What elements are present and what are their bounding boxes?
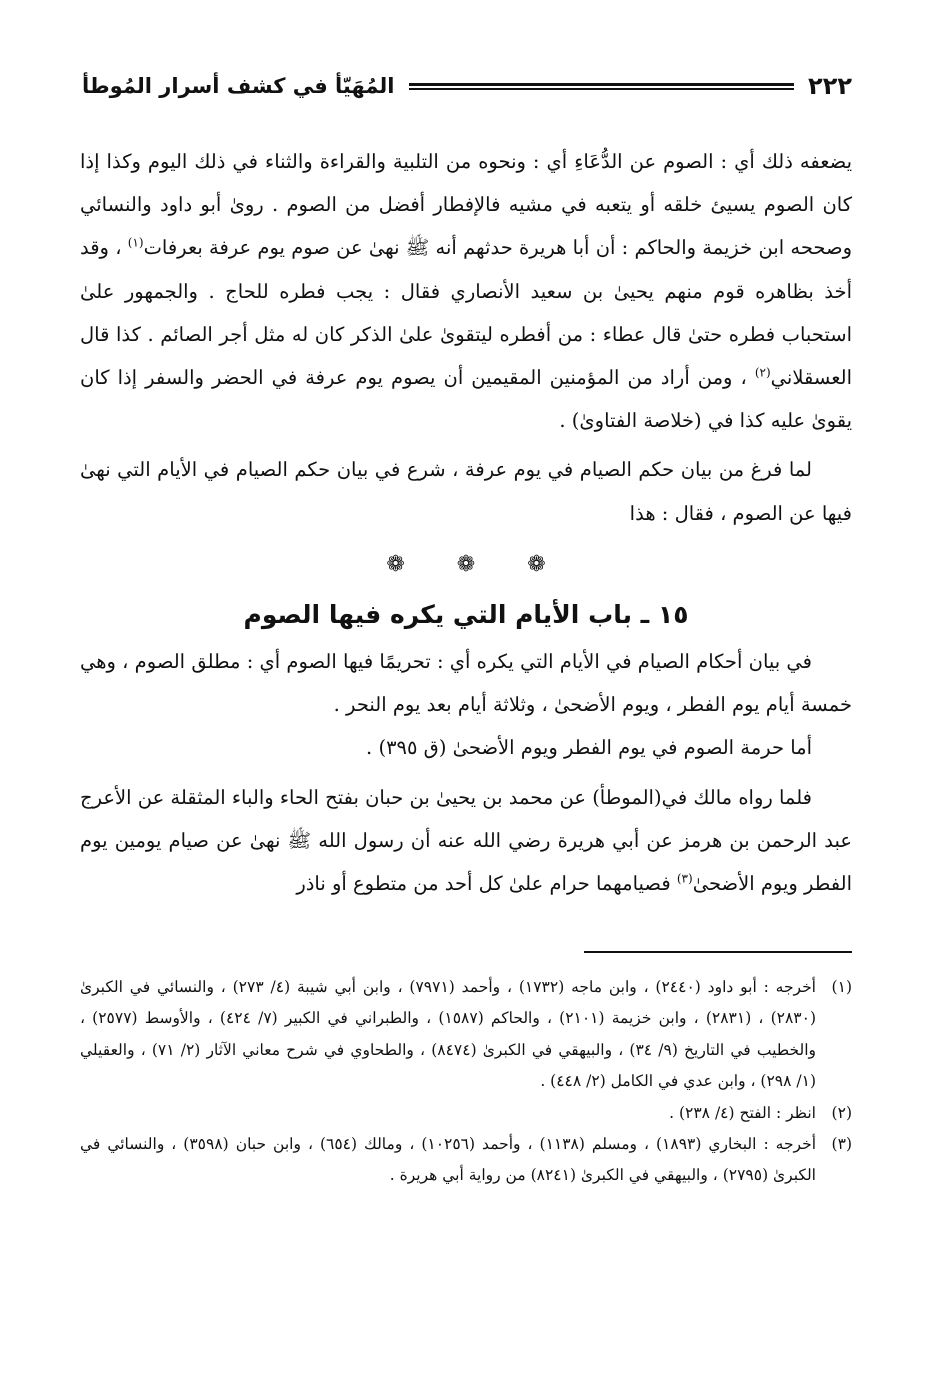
footnote-ref-2: (٢) — [754, 365, 771, 380]
paragraph-eid-prohibition: أما حرمة الصوم في يوم الفطر ويوم الأضحىٰ (ق ٣٩٥) . — [366, 736, 812, 760]
chapter-heading: ١٥ ـ باب الأيام التي يكره فيها الصوم — [243, 600, 689, 630]
paragraph-text: ، وقد أخذ بظاهره قوم منهم يحيىٰ بن سعيد الأنصاري فقال : يجب فطره للحاج . والجمهور علىٰ استحباب فطره حتىٰ قال عطاء : من أفطره ليتقوىٰ علىٰ الذكر كان له مثل أجر الصائم . كذا قال العسقلاني — [80, 236, 852, 390]
header-rule — [409, 83, 795, 90]
page-number: ٢٢٢ — [808, 72, 852, 100]
footnote-2 — [80, 1098, 852, 1129]
paragraph-transition: لما فرغ من بيان حكم الصيام في يوم عرفة ، شرع في بيان حكم الصيام في الأيام التي نهىٰ فيها عن الصوم ، فقال : هذا — [80, 458, 852, 525]
paragraph-text: فصيامهما حرام علىٰ كل أحد من متطوع أو ناذر — [296, 872, 677, 896]
footnote-text: أخرجه : البخاري (١٨٩٣) ، ومسلم (١١٣٨) ، وأحمد (١٠٢٥٦) ، ومالك (٦٥٤) ، وابن حبان (٣٥٩٨) ، والنسائي في الكبرىٰ (٢٧٩٥) ، والبيهقي في الكبرىٰ (٨٢٤١) من رواية أبي هريرة . — [80, 1135, 816, 1185]
paragraph-arafah-fasting — [80, 140, 852, 442]
paragraph-text: فلما رواه مالك في(الموطأ) عن محمد بن يحيىٰ بن حبان بفتح الحاء والباء المثقلة عن الأعرج عبد الرحمن بن هرمز عن أبي هريرة رضي الله عنه أن رسول الله ﷺ نهىٰ عن صيام يومين يوم الفطر ويوم الأضحىٰ — [80, 785, 852, 896]
footnote-ref-1: (١) — [127, 235, 144, 250]
star-ornament-icon: ❁ — [527, 551, 546, 577]
footnote-number: (٢) — [831, 1103, 852, 1122]
footnote-text: أخرجه : أبو داود (٢٤٤٠) ، وابن ماجه (١٧٣٢) ، وأحمد (٧٩٧١) ، وابن أبي شيبة (٤/ ٢٧٣) ، والنسائي في الكبرىٰ (٢٨٣٠) ، (٢٨٣١) ، وابن خزيمة (٢١٠١) ، والحاكم (١٥٨٧) ، والطبراني في الكبير (٧/ ٤٢٤) ، والأوسط (٢٥٧٧) ، والخطيب في التاريخ (٩/ ٣٤) ، والبيهقي في الكبرىٰ (٨٤٧٤) ، والطحاوي في شرح معاني الآثار (٢/ ٧١) ، والعقيلي (١/ ٢٩٨) ، وابن عدي في الكامل (٢/ ٤٤٨) . — [80, 978, 816, 1091]
footnote-number: (١) — [831, 978, 852, 996]
star-ornament-icon: ❁ — [456, 551, 476, 577]
paragraph-text: ، ومن أراد من المؤمنين المقيمين أن يصوم يوم عرفة في الحضر والسفر إذا كان يقوىٰ عليه كذا في (خلاصة الفتاوىٰ) . — [80, 366, 852, 433]
footnotes — [80, 972, 852, 1192]
paragraph-chapter-intro: في بيان أحكام الصيام في الأيام التي يكره أي : تحريمًا فيها الصوم أي : مطلق الصوم ، وهي خمسة أيام يوم الفطر ، ويوم الأضحىٰ ، وثلاثة أيام بعد يوم النحر . — [80, 650, 852, 717]
section-separator — [80, 543, 852, 586]
footnote-1 — [80, 972, 852, 1098]
star-ornament-icon: ❁ — [386, 551, 405, 577]
footnote-text: انظر : الفتح (٤/ ٢٣٨) . — [669, 1103, 816, 1122]
running-title: المُهَيّأ في كشف أسرار المُوطأ — [82, 74, 395, 98]
main-text — [80, 140, 852, 905]
footnote-divider — [584, 951, 852, 953]
paragraph-malik-narration — [80, 776, 852, 906]
footnote-number: (٣) — [831, 1135, 852, 1154]
paragraph-text: يضعفه ذلك أي : الصوم عن الدُّعَاءِ أي : ونحوه من التلبية والقراءة والثناء في ذلك اليوم وكذا إذا كان الصوم يسيئ خلقه أو يتعبه في مشيه فالإفطار أفضل من الصوم . روىٰ أبو داود والنسائي وصححه ابن خزيمة والحاكم : أن أبا هريرة حدثهم أنه ﷺ نهىٰ عن صوم يوم عرفة بعرفات — [80, 150, 852, 260]
page-header — [82, 68, 852, 104]
footnote-ref-3: (٣) — [676, 871, 693, 886]
footnote-3 — [80, 1129, 852, 1192]
